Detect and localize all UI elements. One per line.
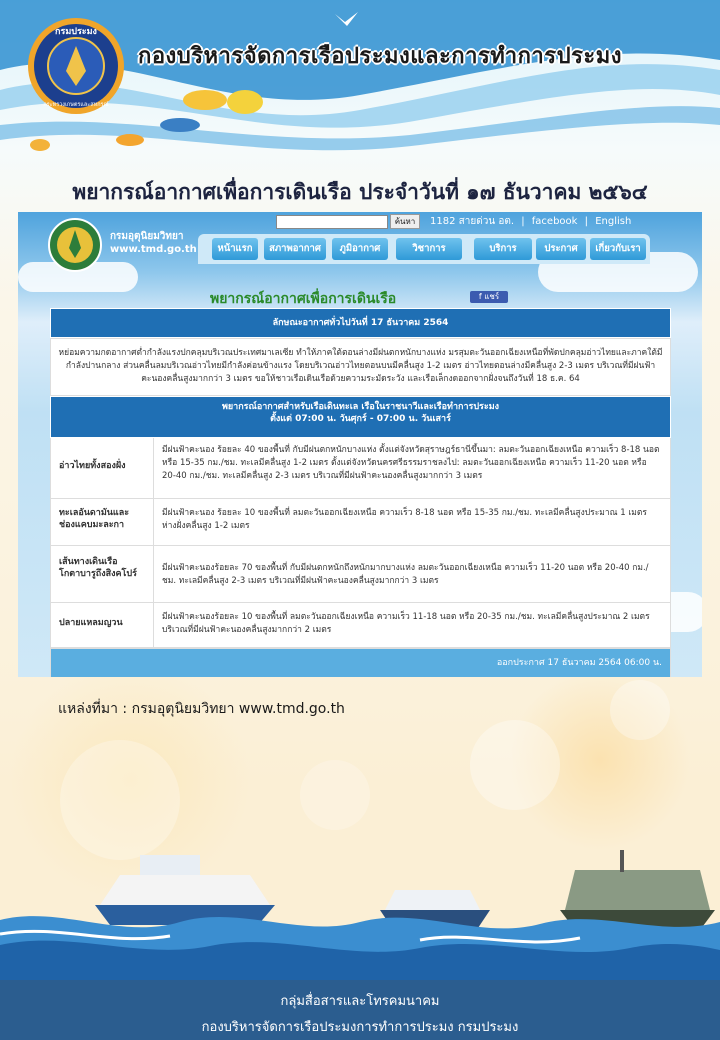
bokeh-decor — [300, 760, 370, 830]
general-summary: หย่อมความกดอากาศต่ำกำลังแรงปกคลุมบริเวณประเทศมาเลเซีย ทำให้ภาคใต้ตอนล่างมีฝนตกหนักบางแห่ง มรสุมตะวันออกเฉียงเหนือที่พัดปกคลุมอ่าวไทยและภาคใต้มีกำลังปานกลาง ส่วนคลื่นลมบริเวณอ่าวไทยมีกำลังค่อนข้างแรง โดยบริเวณอ่าวไทยตอนบนมีคลื่นสูง 1-2 เมตร อ่าวไทยตอนล่างมีคลื่นสูง 2-3 เมตร บริเวณที่มีฝนฟ้าคะนองคลื่นสูงมากกว่า 3 เมตร ขอให้ชาวเรือเดินเรือด้วยความระมัดระวัง และเรือเล็กงดออกจากฝั่งจนถึงวันที่ 18 ธ.ค. 64 — [50, 338, 671, 396]
facebook-link[interactable]: facebook — [531, 216, 578, 227]
panel-title: พยากรณ์อากาศเพื่อการเดินเรือ — [210, 291, 397, 307]
english-link[interactable]: English — [595, 216, 632, 227]
hotline-link[interactable]: 1182 สายด่วน อต. — [430, 216, 515, 227]
table-row — [50, 438, 671, 499]
row-area: ทะเลอันดามันและช่องแคบมะละกา — [51, 499, 154, 545]
search-input[interactable] — [276, 215, 388, 229]
page-headline: พยากรณ์อากาศเพื่อการเดินเรือ ประจำวันที่ ๑๗ ธันวาคม ๒๕๖๔ — [72, 180, 648, 204]
row-forecast: มีฝนฟ้าคะนองร้อยละ 10 ของพื้นที่ ลมตะวันออกเฉียงเหนือ ความเร็ว 11-18 นอต หรือ 20-35 กม./ชม. ทะเลมีคลื่นสูงประมาณ 2 เมตร บริเวณที่มีฝนฟ้าคะนองคลื่นสูงมากกว่า 2 เมตร — [162, 612, 650, 635]
bokeh-decor — [60, 740, 180, 860]
forecast-header-line2: ตั้งแต่ 07:00 น. วันศุกร์ - 07:00 น. วันเสาร์ — [270, 414, 451, 424]
tmd-site-name: กรมอุตุนิยมวิทยา — [110, 231, 184, 242]
row-forecast: มีฝนฟ้าคะนองร้อยละ 70 ของพื้นที่ กับมีฝนตกหนักถึงหนักมากบางแห่ง ลมตะวันออกเฉียงเหนือ ความเร็ว 11-20 นอต หรือ 20-40 กม./ชม. ทะเลมีคลื่นสูง 2-3 เมตร บริเวณที่มีฝนฟ้าคะนองคลื่นสูงมากกว่า 3 เมตร — [162, 563, 649, 586]
table-row — [50, 546, 671, 603]
forecast-header — [50, 396, 671, 438]
header — [0, 0, 720, 160]
source-credit: แหล่งที่มา : กรมอุตุนิยมวิทยา www.tmd.go.th — [58, 701, 345, 717]
issued-timestamp: ออกประกาศ 17 ธันวาคม 2564 06:00 น. — [50, 648, 671, 677]
nav-academic[interactable]: วิชาการ — [396, 238, 462, 260]
footer-bar — [0, 980, 720, 1040]
row-area: เส้นทางเดินเรือโกตาบารูถึงสิงคโปร์ — [51, 546, 154, 602]
row-forecast: มีฝนฟ้าคะนอง ร้อยละ 10 ของพื้นที่ ลมตะวันออกเฉียงเหนือ ความเร็ว 8-18 นอต หรือ 15-35 กม./ชม. ทะเลมีคลื่นสูงประมาณ 1 เมตร ห่างฝั่งคลื่นสูง 1-2 เมตร — [162, 508, 647, 531]
bokeh-decor — [610, 680, 670, 740]
footer-line-2: กองบริหารจัดการเรือประมงการทำการประมง กรมประมง — [201, 1020, 519, 1035]
table-row — [50, 603, 671, 648]
forecast-table — [50, 308, 671, 677]
department-logo — [26, 16, 126, 116]
agency-title: กองบริหารจัดการเรือประมงและการทำการประมง — [138, 44, 622, 69]
tmd-screenshot — [18, 212, 702, 677]
separator: | — [521, 216, 525, 227]
general-header: ลักษณะอากาศทั่วไปวันที่ 17 ธันวาคม 2564 — [50, 308, 671, 338]
nav-announcements[interactable]: ประกาศ — [536, 238, 586, 260]
row-forecast: มีฝนฟ้าคะนอง ร้อยละ 40 ของพื้นที่ กับมีฝนตกหนักบางแห่ง ตั้งแต่จังหวัดสุราษฎร์ธานีขึ้นมา: ลมตะวันออกเฉียงเหนือ ความเร็ว 8-18 นอต หรือ 15-35 กม./ชม. ทะเลมีคลื่นสูง 1-2 เมตร ตั้งแต่จังหวัดนครศรีธรรมราชลงไป: ลมตะวันออกเฉียงเหนือ ความเร็ว 11-20 นอต หรือ 20-40 กม./ชม. ทะเลมีคลื่นสูง 2-3 เมตร บริเวณที่มีฝนฟ้าคะนองคลื่นสูงมากกว่า 3 เมตร — [162, 445, 660, 481]
svg-text:กระทรวงเกษตรและสหกรณ์: กระทรวงเกษตรและสหกรณ์ — [43, 102, 109, 108]
facebook-share-button[interactable]: f แชร์ — [470, 291, 508, 303]
search-button[interactable]: ค้นหา — [390, 214, 420, 229]
table-row — [50, 499, 671, 546]
bokeh-decor — [470, 720, 560, 810]
forecast-header-line1: พยากรณ์อากาศสำหรับเรือเดินทะเล เรือในราชนาวีและเรือทำการประมง — [221, 402, 500, 412]
nav-about[interactable]: เกี่ยวกับเรา — [590, 238, 646, 260]
top-links — [428, 214, 633, 229]
svg-text:กรมประมง: กรมประมง — [55, 27, 97, 37]
nav-climate[interactable]: ภูมิอากาศ — [332, 238, 388, 260]
tmd-site-url[interactable]: www.tmd.go.th — [110, 244, 197, 255]
nav-weather[interactable]: สภาพอากาศ — [264, 238, 326, 260]
main-nav — [198, 234, 650, 264]
row-area: ปลายแหลมญวน — [51, 603, 154, 647]
nav-services[interactable]: บริการ — [474, 238, 532, 260]
ships-waves-illustration — [0, 850, 720, 990]
nav-home[interactable]: หน้าแรก — [212, 238, 258, 260]
separator: | — [584, 216, 589, 227]
footer-line-1: กลุ่มสื่อสารและโทรคมนาคม — [280, 994, 440, 1009]
tmd-logo — [48, 218, 102, 272]
row-area: อ่าวไทยทั้งสองฝั่ง — [51, 438, 154, 498]
share-label: แชร์ — [484, 292, 500, 301]
